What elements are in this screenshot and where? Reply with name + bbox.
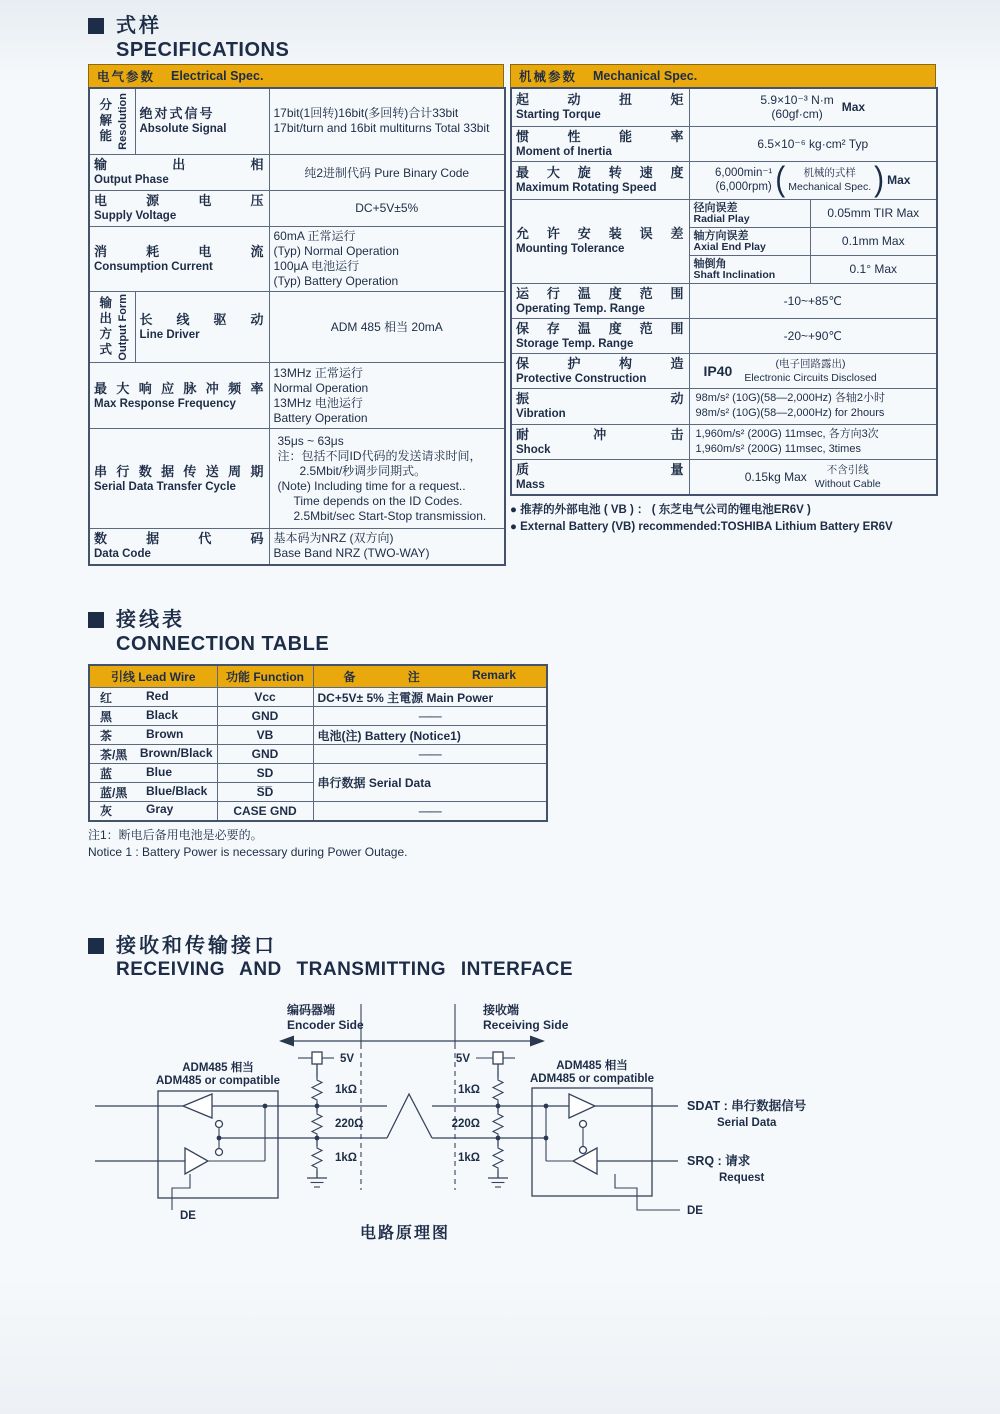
ground-icon xyxy=(307,1178,327,1187)
encoder-side-label-zh: 编码器端 xyxy=(287,1003,336,1017)
twisted-pair-cross-icon xyxy=(387,1094,432,1138)
driver-triangle-icon xyxy=(569,1094,595,1118)
mass-label: 质量 Mass xyxy=(511,459,689,495)
specifications-title-en: SPECIFICATIONS xyxy=(116,39,290,61)
connection-table xyxy=(88,664,548,822)
line-driver-label: 长线驱动 Line Driver xyxy=(135,291,269,363)
connection-notes xyxy=(88,827,546,861)
remark-cell: 串行数据 Serial Data xyxy=(313,764,547,802)
table-row xyxy=(89,226,505,291)
lead-wire-cell: 蓝 Blue xyxy=(89,764,217,783)
sdat-sublabel: Serial Data xyxy=(717,1117,777,1129)
table-row xyxy=(89,291,505,363)
receiving-side-label-en: Receiving Side xyxy=(483,1018,569,1032)
remark-header: 备 注 Remark xyxy=(313,665,547,688)
driver-triangle-icon xyxy=(185,1148,208,1174)
left-de-line xyxy=(172,1174,190,1210)
section-bullet-icon xyxy=(88,18,104,34)
receiving-side-label-zh: 接收端 xyxy=(483,1003,520,1017)
srq-label: SRQ : 请求 xyxy=(687,1154,751,1168)
radial-play-value: 0.05mm TIR Max xyxy=(810,199,937,227)
table-row xyxy=(89,688,547,707)
ground-icon xyxy=(488,1178,508,1187)
supply-voltage-label: 电源电压 Supply Voltage xyxy=(89,190,269,226)
electrical-spec-block xyxy=(88,64,504,566)
output-form-group-zh: 输出方式 xyxy=(97,295,112,358)
table-row xyxy=(511,353,937,388)
electrical-header-zh: 电气参数 xyxy=(97,70,156,84)
resistor-icon xyxy=(493,1112,503,1136)
serial-cycle-value: 35μs ~ 63μs 注：包括不同ID代码的发送请求时间， 2.5Mbit/秒调步同期式。 (Note) Including time for a request.. Time depends on the ID Codes. 2.5Mbit/sec Start-Stop transmission. xyxy=(269,429,505,529)
line-driver-value: ADM 485 相当 20mA xyxy=(269,291,505,363)
srq-sublabel: Request xyxy=(719,1172,765,1184)
starting-torque-value: 5.9×10⁻³ N·m (60gf·cm) Max xyxy=(689,88,937,126)
axial-end-play-label: 轴方向误差 Axial End Play xyxy=(689,227,810,255)
table-row xyxy=(511,424,937,459)
function-cell: SD xyxy=(217,764,313,783)
connection-table-block xyxy=(88,664,546,861)
electrical-spec-header xyxy=(88,64,504,87)
specifications-title xyxy=(88,14,289,62)
resistor-label: 1kΩ xyxy=(457,1152,480,1164)
remark-cell: —— xyxy=(313,707,547,726)
arrow-left-icon xyxy=(279,1036,294,1047)
right-de-line xyxy=(615,1174,680,1210)
lead-wire-cell: 茶 Brown xyxy=(89,726,217,745)
table-row xyxy=(89,529,505,565)
mechanical-spec-block xyxy=(510,64,936,536)
protective-label: 保护构造 Protective Construction xyxy=(511,353,689,388)
max-response-label: 最大响应脉冲频率 Max Response Frequency xyxy=(89,363,269,429)
vibration-label: 振动 Vibration xyxy=(511,388,689,424)
resolution-group-zh: 分解能 xyxy=(97,98,112,145)
output-phase-label: 输出相 Output Phase xyxy=(89,154,269,190)
table-row xyxy=(89,764,547,783)
electrical-header-en: Electrical Spec. xyxy=(171,69,264,83)
consumption-current-value: 60mA 正常运行 (Typ) Normal Operation 100μA 电池运行 (Typ) Battery Operation xyxy=(269,226,505,291)
resolution-group-en: Resolution xyxy=(116,92,129,150)
mass-value: 0.15kg Max 不含引线 Without Cable xyxy=(689,459,937,495)
junction-dot xyxy=(217,1136,222,1141)
function-cell: GND xyxy=(217,707,313,726)
table-row xyxy=(511,318,937,353)
radial-play-label: 径向误差 Radial Play xyxy=(689,199,810,227)
sdat-label: SDAT : 串行数据信号 xyxy=(687,1099,807,1113)
data-code-value: 基本码为NRZ (双方向) Base Band NRZ (TWO-WAY) xyxy=(269,529,505,565)
inverter-bubble-icon xyxy=(580,1147,587,1154)
power-terminal-icon xyxy=(312,1052,322,1064)
junction-dot xyxy=(496,1136,501,1141)
table-header-row xyxy=(89,665,547,688)
supply-voltage-value: DC+5V±5% xyxy=(269,190,505,226)
junction-dot xyxy=(544,1104,549,1109)
mounting-tolerance-label: 允许安装误差 Mounting Tolerance xyxy=(511,199,689,283)
table-row xyxy=(511,283,937,318)
interface-title xyxy=(88,934,573,982)
consumption-current-label: 消耗电流 Consumption Current xyxy=(89,226,269,291)
resistor-icon xyxy=(493,1146,503,1170)
function-cell: CASE GND xyxy=(217,802,313,821)
function-cell: Vcc xyxy=(217,688,313,707)
max-response-value: 13MHz 正常运行 Normal Operation 13MHz 电池运行 Battery Operation xyxy=(269,363,505,429)
max-speed-label: 最大旋转速度 Maximum Rotating Speed xyxy=(511,161,689,199)
remark-cell: 电池(注) Battery (Notice1) xyxy=(313,726,547,745)
absolute-signal-label: 绝对式信号 Absolute Signal xyxy=(135,88,269,154)
lead-wire-cell: 茶/黑 Brown/Black xyxy=(89,745,217,764)
lead-wire-cell: 红 Red xyxy=(89,688,217,707)
resistor-label: 220Ω xyxy=(335,1118,364,1130)
output-form-group-cell xyxy=(89,291,135,363)
data-code-label: 数据代码 Data Code xyxy=(89,529,269,565)
section-bullet-icon xyxy=(88,938,104,954)
serial-cycle-label: 串行数据传送周期 Serial Data Transfer Cycle xyxy=(89,429,269,529)
power-terminal-icon xyxy=(493,1052,503,1064)
connection-title-zh: 接线表 xyxy=(116,609,185,631)
output-phase-value: 纯2进制代码 Pure Binary Code xyxy=(269,154,505,190)
left-chip-label-zh: ADM485 相当 xyxy=(182,1062,254,1074)
paren-close: ) xyxy=(874,161,885,199)
right-de-label: DE xyxy=(687,1205,703,1217)
remark-cell: DC+5V± 5% 主電源 Main Power xyxy=(313,688,547,707)
table-row xyxy=(511,161,937,199)
resistor-label: 220Ω xyxy=(451,1118,480,1130)
resolution-group-cell xyxy=(89,88,135,154)
function-cell: S̅D̅ xyxy=(217,783,313,802)
junction-dot xyxy=(315,1136,320,1141)
electrical-spec-table xyxy=(88,87,506,566)
remark-cell: —— xyxy=(313,802,547,821)
connection-title-en: CONNECTION TABLE xyxy=(116,633,330,655)
remark-cell: —— xyxy=(313,745,547,764)
operating-temp-label: 运行温度范围 Operating Temp. Range xyxy=(511,283,689,318)
right-chip-label-zh: ADM485 相当 xyxy=(556,1060,628,1072)
operating-temp-value: -10~+85℃ xyxy=(689,283,937,318)
function-cell: VB xyxy=(217,726,313,745)
mechanical-spec-table xyxy=(510,87,938,496)
inertia-label: 惯性能率 Moment of Inertia xyxy=(511,126,689,161)
inverter-bubble-icon xyxy=(580,1121,587,1128)
left-transceiver-box xyxy=(158,1091,278,1198)
connection-note-en: Notice 1 : Battery Power is necessary during Power Outage. xyxy=(88,844,408,859)
shock-label: 耐冲击 Shock xyxy=(511,424,689,459)
resistor-icon xyxy=(312,1078,322,1102)
lead-wire-header: 引线 Lead Wire xyxy=(89,665,217,688)
max-speed-value: 6,000min⁻¹ (6,000rpm) ( 机械的式样 Mechanical Spec. ) Max xyxy=(689,161,937,199)
storage-temp-value: -20~+90℃ xyxy=(689,318,937,353)
junction-dot xyxy=(544,1136,549,1141)
inertia-value: 6.5×10⁻⁶ kg·cm² Typ xyxy=(689,126,937,161)
junction-dot xyxy=(263,1104,268,1109)
resistor-icon xyxy=(493,1078,503,1102)
mechanical-spec-header xyxy=(510,64,936,87)
encoder-side-label-en: Encoder Side xyxy=(287,1018,364,1032)
table-row xyxy=(511,88,937,126)
shaft-inclination-value: 0.1° Max xyxy=(810,255,937,283)
right-chip-label-en: ADM485 or compatible xyxy=(530,1073,654,1085)
resistor-label: 1kΩ xyxy=(335,1152,358,1164)
battery-notes xyxy=(510,502,936,536)
lead-wire-cell: 灰 Gray xyxy=(89,802,217,821)
absolute-signal-value: 17bit(1回转)16bit(多回转)合计33bit 17bit/turn and 16bit multiturns Total 33bit xyxy=(269,88,505,154)
circuit-diagram xyxy=(95,998,975,1268)
storage-temp-label: 保存温度范围 Storage Temp. Range xyxy=(511,318,689,353)
left-chip-label-en: ADM485 or compatible xyxy=(156,1075,280,1087)
inverter-bubble-icon xyxy=(216,1149,223,1156)
arrow-right-icon xyxy=(530,1036,545,1047)
shaft-inclination-label: 轴倒角 Shaft Inclination xyxy=(689,255,810,283)
left-de-label: DE xyxy=(180,1210,196,1222)
table-row xyxy=(89,429,505,529)
table-row xyxy=(89,802,547,821)
left-5v-label: 5V xyxy=(340,1053,355,1065)
resistor-icon xyxy=(312,1146,322,1170)
table-row xyxy=(511,126,937,161)
lead-wire-cell: 蓝/黑 Blue/Black xyxy=(89,783,217,802)
connection-note-zh: 注1：断电后备用电池是必要的。 xyxy=(88,827,263,842)
interface-title-en: RECEIVING AND TRANSMITTING INTERFACE xyxy=(116,959,574,980)
mechanical-header-en: Mechanical Spec. xyxy=(593,69,698,83)
battery-note-en: ● External Battery (VB) recommended:TOSHIBA Lithium Battery ER6V xyxy=(510,520,893,533)
table-row xyxy=(511,388,937,424)
function-cell: GND xyxy=(217,745,313,764)
table-row xyxy=(511,199,937,227)
inverter-bubble-icon xyxy=(216,1121,223,1128)
junction-dot xyxy=(315,1104,320,1109)
table-row xyxy=(89,726,547,745)
resistor-label: 1kΩ xyxy=(457,1084,480,1096)
table-row xyxy=(89,190,505,226)
table-row xyxy=(89,707,547,726)
junction-dot xyxy=(496,1104,501,1109)
right-5v-label: 5V xyxy=(455,1053,470,1065)
resistor-label: 1kΩ xyxy=(335,1084,358,1096)
interface-title-zh: 接收和传输接口 xyxy=(116,935,277,957)
output-form-group-en: Output Form xyxy=(116,293,129,361)
protective-value: IP40 (电子回路露出) Electronic Circuits Disclosed xyxy=(689,353,937,388)
vibration-value: 98m/s² (10G)(58—2,000Hz) 各轴2小时 98m/s² (10G)(58—2,000Hz) for 2hours xyxy=(689,388,937,424)
mechanical-header-zh: 机械参数 xyxy=(519,70,578,84)
battery-note-zh: ● 推荐的外部电池 ( VB ) ： ( 东芝电气公司的锂电池ER6V ) xyxy=(510,503,811,516)
connection-title xyxy=(88,608,329,656)
shock-value: 1,960m/s² (200G) 11msec, 各方向3次 1,960m/s² (200G) 11msec, 3times xyxy=(689,424,937,459)
specifications-title-zh: 式样 xyxy=(116,15,162,37)
axial-end-play-value: 0.1mm Max xyxy=(810,227,937,255)
lead-wire-cell: 黑 Black xyxy=(89,707,217,726)
diagram-caption: 电路原理图 xyxy=(359,1225,451,1242)
section-bullet-icon xyxy=(88,612,104,628)
resistor-icon xyxy=(312,1112,322,1136)
starting-torque-label: 起动扭矩 Starting Torque xyxy=(511,88,689,126)
table-row xyxy=(89,745,547,764)
function-header: 功能 Function xyxy=(217,665,313,688)
table-row xyxy=(89,154,505,190)
receiver-triangle-icon xyxy=(183,1094,212,1118)
table-row xyxy=(89,88,505,154)
table-row xyxy=(89,363,505,429)
paren-open: ( xyxy=(775,161,786,199)
table-row xyxy=(511,459,937,495)
